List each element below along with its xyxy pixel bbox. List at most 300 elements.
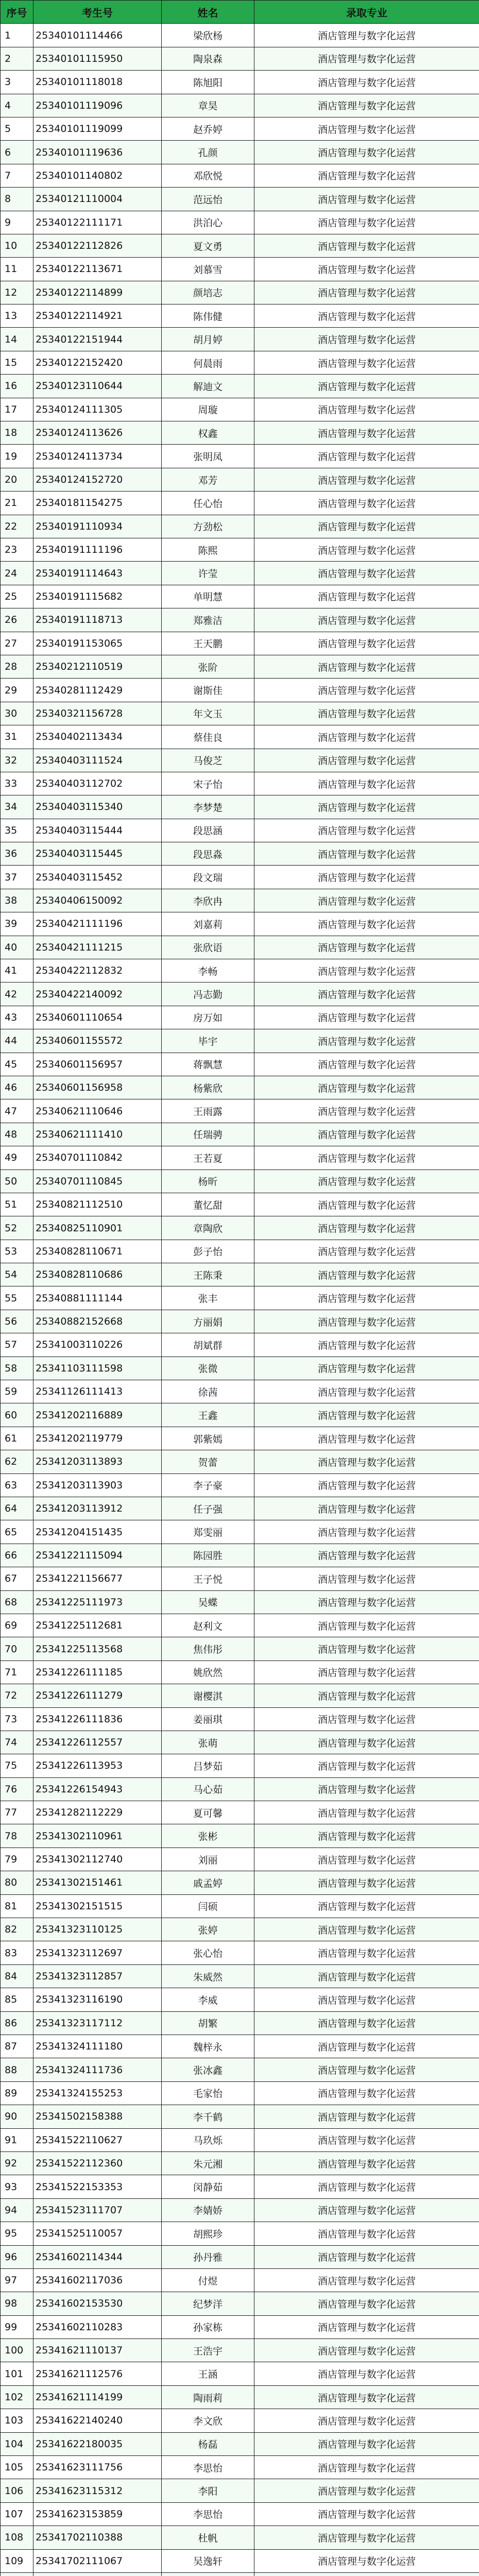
student-name-cell: 胡繁	[162, 2011, 254, 2035]
table-row	[1, 492, 479, 515]
major-cell: 酒店管理与数字化运营	[254, 1380, 479, 1403]
student-name-cell: 朱元湘	[162, 2151, 254, 2175]
row-index-cell: 66	[1, 1544, 33, 1567]
candidate-id-cell: 25340821112510	[33, 1193, 162, 1216]
candidate-id-cell: 25341226112557	[33, 1731, 162, 1754]
major-cell: 酒店管理与数字化运营	[254, 795, 479, 819]
student-name-cell: 姚欣然	[162, 1660, 254, 1684]
candidate-id-cell: 25340621111410	[33, 1123, 162, 1146]
table-row	[1, 959, 479, 982]
table-row	[1, 2035, 479, 2058]
student-name-cell: 王鑫	[162, 1403, 254, 1427]
row-index-cell: 106	[1, 2479, 33, 2502]
candidate-id-cell: 25341621114199	[33, 2385, 162, 2409]
candidate-id-cell: 25341522112360	[33, 2151, 162, 2175]
student-name-cell: 解迪文	[162, 375, 254, 398]
row-index-cell: 73	[1, 1707, 33, 1731]
table-row	[1, 2198, 479, 2222]
table-row	[1, 1076, 479, 1099]
student-name-cell: 李思怡	[162, 2502, 254, 2526]
candidate-id-cell: 25341225111973	[33, 1590, 162, 1614]
candidate-id-cell: 25340406150092	[33, 889, 162, 912]
student-name-cell: 李欣冉	[162, 889, 254, 912]
candidate-id-cell: 25341324155253	[33, 2081, 162, 2105]
row-index-cell: 16	[1, 375, 33, 398]
candidate-id-cell: 25340122113671	[33, 258, 162, 281]
student-name-cell: 赵乔婷	[162, 117, 254, 140]
table-row	[1, 71, 479, 94]
candidate-id-cell: 25341225112681	[33, 1614, 162, 1637]
major-cell: 酒店管理与数字化运营	[254, 655, 479, 678]
student-name-cell: 杜帆	[162, 2526, 254, 2549]
major-cell: 酒店管理与数字化运营	[254, 1567, 479, 1590]
major-cell: 酒店管理与数字化运营	[254, 2035, 479, 2058]
student-name-cell: 王涵	[162, 2362, 254, 2385]
header-candidate-id: 考生号	[33, 1, 162, 24]
major-cell: 酒店管理与数字化运营	[254, 1310, 479, 1333]
row-index-cell: 29	[1, 679, 33, 702]
major-cell: 酒店管理与数字化运营	[254, 1731, 479, 1754]
candidate-id-cell: 25341621110137	[33, 2339, 162, 2362]
student-name-cell: 任子强	[162, 1497, 254, 1520]
candidate-id-cell: 25340403115445	[33, 842, 162, 866]
student-name-cell: 王子悦	[162, 1567, 254, 1590]
row-index-cell: 96	[1, 2245, 33, 2268]
major-cell: 酒店管理与数字化运营	[254, 1263, 479, 1286]
table-row	[1, 608, 479, 632]
major-cell: 酒店管理与数字化运营	[254, 1076, 479, 1099]
row-index-cell: 3	[1, 71, 33, 94]
table-row	[1, 1590, 479, 1614]
table-row	[1, 1123, 479, 1146]
major-cell: 酒店管理与数字化运营	[254, 2081, 479, 2105]
student-name-cell: 夏可馨	[162, 1801, 254, 1824]
major-cell: 酒店管理与数字化运营	[254, 772, 479, 795]
student-name-cell: 李文欣	[162, 2409, 254, 2432]
major-cell: 酒店管理与数字化运营	[254, 1988, 479, 2011]
student-name-cell: 张欣语	[162, 936, 254, 959]
student-name-cell: 谢斯佳	[162, 679, 254, 702]
table-row	[1, 1731, 479, 1754]
candidate-id-cell: 25341226111185	[33, 1660, 162, 1684]
row-index-cell: 64	[1, 1497, 33, 1520]
major-cell: 酒店管理与数字化运营	[254, 94, 479, 117]
row-index-cell: 31	[1, 725, 33, 749]
student-name-cell: 王天鹏	[162, 632, 254, 655]
row-index-cell: 108	[1, 2526, 33, 2549]
major-cell: 酒店管理与数字化运营	[254, 1684, 479, 1707]
table-row	[1, 1660, 479, 1684]
table-row	[1, 398, 479, 421]
row-index-cell: 4	[1, 94, 33, 117]
major-cell: 酒店管理与数字化运营	[254, 2105, 479, 2128]
candidate-id-cell: 25340191115682	[33, 585, 162, 608]
table-row	[1, 2011, 479, 2035]
row-index-cell: 104	[1, 2432, 33, 2455]
major-cell: 酒店管理与数字化运营	[254, 749, 479, 772]
student-name-cell: 张丰	[162, 1286, 254, 1310]
row-index-cell: 43	[1, 1006, 33, 1029]
major-cell: 酒店管理与数字化运营	[254, 211, 479, 234]
major-cell: 酒店管理与数字化运营	[254, 1146, 479, 1170]
row-index-cell: 54	[1, 1263, 33, 1286]
candidate-id-cell: 25341621112576	[33, 2362, 162, 2385]
candidate-id-cell: 25341003110226	[33, 1333, 162, 1357]
candidate-id-cell: 25341323112857	[33, 1964, 162, 1988]
row-index-cell: 9	[1, 211, 33, 234]
student-name-cell: 张冰鑫	[162, 2058, 254, 2081]
major-cell: 酒店管理与数字化运营	[254, 632, 479, 655]
table-row	[1, 421, 479, 445]
table-row	[1, 304, 479, 328]
candidate-id-cell: 25340422112832	[33, 959, 162, 982]
table-row	[1, 2502, 479, 2526]
major-cell: 酒店管理与数字化运营	[254, 2011, 479, 2035]
table-row	[1, 562, 479, 585]
row-index-cell: 69	[1, 1614, 33, 1637]
student-name-cell: 孔颜	[162, 141, 254, 164]
student-name-cell: 张彬	[162, 1824, 254, 1848]
row-index-cell: 61	[1, 1427, 33, 1450]
candidate-id-cell: 25340101118018	[33, 71, 162, 94]
candidate-id-cell: 25340101140802	[33, 164, 162, 187]
candidate-id-cell: 25341522153353	[33, 2175, 162, 2198]
major-cell: 酒店管理与数字化运营	[254, 1590, 479, 1614]
major-cell: 酒店管理与数字化运营	[254, 1473, 479, 1497]
candidate-id-cell: 25340281112429	[33, 679, 162, 702]
major-cell: 酒店管理与数字化运营	[254, 2058, 479, 2081]
student-name-cell: 李畅	[162, 959, 254, 982]
candidate-id-cell: 25341221115094	[33, 1544, 162, 1567]
table-header	[1, 1, 479, 24]
major-cell: 酒店管理与数字化运营	[254, 1660, 479, 1684]
major-cell: 酒店管理与数字化运营	[254, 234, 479, 257]
candidate-id-cell: 25340421111196	[33, 912, 162, 936]
header-index: 序号	[1, 1, 33, 24]
row-index-cell: 49	[1, 1146, 33, 1170]
student-name-cell: 胡月婷	[162, 328, 254, 351]
table-row	[1, 1684, 479, 1707]
major-cell: 酒店管理与数字化运营	[254, 117, 479, 140]
major-cell: 酒店管理与数字化运营	[254, 1754, 479, 1777]
major-cell: 酒店管理与数字化运营	[254, 608, 479, 632]
major-cell: 酒店管理与数字化运营	[254, 2456, 479, 2479]
student-name-cell: 孙丹雅	[162, 2245, 254, 2268]
candidate-id-cell: 25341204151435	[33, 1520, 162, 1544]
table-row	[1, 328, 479, 351]
student-name-cell: 蔡佳良	[162, 725, 254, 749]
candidate-id-cell: 25341623153859	[33, 2502, 162, 2526]
major-cell: 酒店管理与数字化运营	[254, 398, 479, 421]
student-name-cell: 陈伟健	[162, 304, 254, 328]
major-cell: 酒店管理与数字化运营	[254, 2339, 479, 2362]
table-row	[1, 2456, 479, 2479]
row-index-cell: 62	[1, 1450, 33, 1473]
candidate-id-cell: 25340122151944	[33, 328, 162, 351]
student-name-cell	[162, 2572, 254, 2576]
major-cell: 酒店管理与数字化运营	[254, 492, 479, 515]
row-index-cell: 72	[1, 1684, 33, 1707]
row-index-cell: 46	[1, 1076, 33, 1099]
student-name-cell: 纪梦洋	[162, 2292, 254, 2315]
table-row	[1, 819, 479, 842]
major-cell: 酒店管理与数字化运营	[254, 1357, 479, 1380]
table-row	[1, 281, 479, 304]
candidate-id-cell: 25340121110004	[33, 188, 162, 211]
table-row	[1, 1380, 479, 1403]
candidate-id-cell: 25341602114344	[33, 2245, 162, 2268]
major-cell: 酒店管理与数字化运营	[254, 71, 479, 94]
table-row	[1, 2245, 479, 2268]
student-name-cell: 张阶	[162, 655, 254, 678]
student-name-cell: 张萌	[162, 1731, 254, 1754]
candidate-id-cell: 25341225113568	[33, 1637, 162, 1660]
row-index-cell: 44	[1, 1029, 33, 1053]
row-index-cell: 2	[1, 47, 33, 70]
table-row	[1, 1964, 479, 1988]
candidate-id-cell: 25341622140240	[33, 2409, 162, 2432]
candidate-id-cell: 25340403111524	[33, 749, 162, 772]
student-name-cell: 吕梦茹	[162, 1754, 254, 1777]
student-name-cell: 谢樱淇	[162, 1684, 254, 1707]
row-index-cell: 11	[1, 258, 33, 281]
row-index-cell: 14	[1, 328, 33, 351]
major-cell	[254, 2572, 479, 2576]
major-cell: 酒店管理与数字化运营	[254, 1333, 479, 1357]
row-index-cell: 67	[1, 1567, 33, 1590]
major-cell: 酒店管理与数字化运营	[254, 1286, 479, 1310]
student-name-cell: 陶雨莉	[162, 2385, 254, 2409]
candidate-id-cell: 25341302151461	[33, 1871, 162, 1894]
candidate-id-cell: 25341623115312	[33, 2479, 162, 2502]
table-row	[1, 1310, 479, 1333]
student-name-cell: 单明慧	[162, 585, 254, 608]
row-index-cell: 18	[1, 421, 33, 445]
student-name-cell: 闫硕	[162, 1894, 254, 1918]
major-cell: 酒店管理与数字化运营	[254, 375, 479, 398]
row-index-cell: 71	[1, 1660, 33, 1684]
student-name-cell: 张婷	[162, 1918, 254, 1941]
candidate-id-cell: 25341602110283	[33, 2315, 162, 2338]
row-index-cell: 50	[1, 1170, 33, 1193]
row-index-cell: 1	[1, 24, 33, 47]
table-row	[1, 515, 479, 538]
major-cell: 酒店管理与数字化运营	[254, 1777, 479, 1801]
major-cell: 酒店管理与数字化运营	[254, 982, 479, 1006]
row-index-cell: 10	[1, 234, 33, 257]
candidate-id-cell: 25341202119779	[33, 1427, 162, 1450]
candidate-id-cell: 25340212110519	[33, 655, 162, 678]
table-row	[1, 258, 479, 281]
row-index-cell: 15	[1, 351, 33, 374]
candidate-id-cell: 25340122112826	[33, 234, 162, 257]
row-index-cell: 6	[1, 141, 33, 164]
row-index-cell: 30	[1, 702, 33, 725]
table-row	[1, 375, 479, 398]
student-name-cell: 宋子怡	[162, 772, 254, 795]
major-cell: 酒店管理与数字化运营	[254, 1707, 479, 1731]
student-name-cell: 贺蕾	[162, 1450, 254, 1473]
row-index-cell: 97	[1, 2268, 33, 2292]
major-cell: 酒店管理与数字化运营	[254, 1193, 479, 1216]
row-index-cell: 37	[1, 866, 33, 889]
major-cell: 酒店管理与数字化运营	[254, 351, 479, 374]
table-row	[1, 1193, 479, 1216]
major-cell: 酒店管理与数字化运营	[254, 188, 479, 211]
student-name-cell: 李千鹤	[162, 2105, 254, 2128]
candidate-id-cell: 25340122114899	[33, 281, 162, 304]
candidate-id-cell: 25340601156958	[33, 1076, 162, 1099]
row-index-cell: 107	[1, 2502, 33, 2526]
major-cell: 酒店管理与数字化运营	[254, 2409, 479, 2432]
row-index-cell: 59	[1, 1380, 33, 1403]
table-row	[1, 211, 479, 234]
table-row	[1, 1006, 479, 1029]
row-index-cell: 19	[1, 445, 33, 468]
major-cell: 酒店管理与数字化运营	[254, 2549, 479, 2572]
table-row	[1, 1824, 479, 1848]
table-row	[1, 2409, 479, 2432]
major-cell: 酒店管理与数字化运营	[254, 47, 479, 70]
candidate-id-cell: 25340191110934	[33, 515, 162, 538]
row-index-cell: 89	[1, 2081, 33, 2105]
table-row	[1, 445, 479, 468]
major-cell: 酒店管理与数字化运营	[254, 2526, 479, 2549]
major-cell: 酒店管理与数字化运营	[254, 2128, 479, 2151]
candidate-id-cell: 25340123110644	[33, 375, 162, 398]
header-major: 录取专业	[254, 1, 479, 24]
student-name-cell: 张明凤	[162, 445, 254, 468]
candidate-id-cell: 25341103111598	[33, 1357, 162, 1380]
table-row	[1, 1333, 479, 1357]
major-cell: 酒店管理与数字化运营	[254, 2268, 479, 2292]
table-row	[1, 2362, 479, 2385]
table-row	[1, 1053, 479, 1076]
student-name-cell: 马心茹	[162, 1777, 254, 1801]
candidate-id-cell: 25340101115950	[33, 47, 162, 70]
major-cell: 酒店管理与数字化运营	[254, 2315, 479, 2338]
row-index-cell: 99	[1, 2315, 33, 2338]
row-index-cell: 21	[1, 492, 33, 515]
row-index-cell: 88	[1, 2058, 33, 2081]
student-name-cell: 段文瑞	[162, 866, 254, 889]
row-index-cell: 41	[1, 959, 33, 982]
candidate-id-cell: 25341323117112	[33, 2011, 162, 2035]
table-row	[1, 2222, 479, 2245]
major-cell: 酒店管理与数字化运营	[254, 2222, 479, 2245]
row-index-cell: 84	[1, 1964, 33, 1988]
row-index-cell: 77	[1, 1801, 33, 1824]
candidate-id-cell: 25340825110901	[33, 1216, 162, 1240]
candidate-id-cell: 25341323110125	[33, 1918, 162, 1941]
student-name-cell: 董忆甜	[162, 1193, 254, 1216]
table-row	[1, 94, 479, 117]
table-row	[1, 141, 479, 164]
candidate-id-cell: 25340403112702	[33, 772, 162, 795]
major-cell: 酒店管理与数字化运营	[254, 1964, 479, 1988]
row-index-cell: 23	[1, 538, 33, 561]
student-name-cell: 孙家栋	[162, 2315, 254, 2338]
row-index-cell: 40	[1, 936, 33, 959]
major-cell: 酒店管理与数字化运营	[254, 842, 479, 866]
candidate-id-cell: 25340881111144	[33, 1286, 162, 1310]
candidate-id-cell: 25340601110654	[33, 1006, 162, 1029]
student-name-cell: 毕宇	[162, 1029, 254, 1053]
candidate-id-cell: 25340124111305	[33, 398, 162, 421]
student-name-cell: 赵利文	[162, 1614, 254, 1637]
student-name-cell: 颜培志	[162, 281, 254, 304]
table-row	[1, 1801, 479, 1824]
student-name-cell: 胡熙珍	[162, 2222, 254, 2245]
major-cell: 酒店管理与数字化运营	[254, 936, 479, 959]
student-name-cell: 冯志勤	[162, 982, 254, 1006]
row-index-cell: 5	[1, 117, 33, 140]
table-row	[1, 679, 479, 702]
table-row	[1, 749, 479, 772]
candidate-id-cell: 25341302112740	[33, 1848, 162, 1871]
major-cell: 酒店管理与数字化运营	[254, 1824, 479, 1848]
student-name-cell: 姜丽琪	[162, 1707, 254, 1731]
student-name-cell: 闵静茹	[162, 2175, 254, 2198]
candidate-id-cell: 25341602117036	[33, 2268, 162, 2292]
table-row	[1, 1263, 479, 1286]
table-row	[1, 1988, 479, 2011]
table-row	[1, 795, 479, 819]
table-row	[1, 1520, 479, 1544]
student-name-cell: 杨紫欣	[162, 1076, 254, 1099]
table-row	[1, 1614, 479, 1637]
candidate-id-cell: 25341602153530	[33, 2292, 162, 2315]
candidate-id-cell: 25341525110057	[33, 2222, 162, 2245]
table-row	[1, 2292, 479, 2315]
student-name-cell: 段思涵	[162, 819, 254, 842]
major-cell: 酒店管理与数字化运营	[254, 2175, 479, 2198]
candidate-id-cell: 25341523111707	[33, 2198, 162, 2222]
table-row	[1, 1403, 479, 1427]
candidate-id-cell: 25341126111413	[33, 1380, 162, 1403]
row-index-cell: 36	[1, 842, 33, 866]
row-index-cell: 25	[1, 585, 33, 608]
major-cell: 酒店管理与数字化运营	[254, 1520, 479, 1544]
row-index-cell: 17	[1, 398, 33, 421]
major-cell: 酒店管理与数字化运营	[254, 1170, 479, 1193]
major-cell: 酒店管理与数字化运营	[254, 468, 479, 491]
student-name-cell: 李威	[162, 1988, 254, 2011]
student-name-cell: 刘丽	[162, 1848, 254, 1871]
row-index-cell: 8	[1, 188, 33, 211]
row-index-cell: 35	[1, 819, 33, 842]
row-index-cell: 33	[1, 772, 33, 795]
header-name: 姓名	[162, 1, 254, 24]
table-row	[1, 1029, 479, 1053]
candidate-id-cell: 25340701110842	[33, 1146, 162, 1170]
table-row	[1, 1544, 479, 1567]
major-cell: 酒店管理与数字化运营	[254, 1497, 479, 1520]
row-index-cell: 103	[1, 2409, 33, 2432]
candidate-id-cell: 25340181154275	[33, 492, 162, 515]
student-name-cell: 李梦楚	[162, 795, 254, 819]
candidate-id-cell: 25340828110686	[33, 1263, 162, 1286]
major-cell: 酒店管理与数字化运营	[254, 1006, 479, 1029]
student-name-cell: 何晨雨	[162, 351, 254, 374]
major-cell: 酒店管理与数字化运营	[254, 2151, 479, 2175]
row-index-cell: 24	[1, 562, 33, 585]
row-index-cell: 78	[1, 1824, 33, 1848]
row-index-cell: 52	[1, 1216, 33, 1240]
student-name-cell: 周璇	[162, 398, 254, 421]
header-row	[1, 1, 479, 24]
row-index-cell: 53	[1, 1240, 33, 1263]
